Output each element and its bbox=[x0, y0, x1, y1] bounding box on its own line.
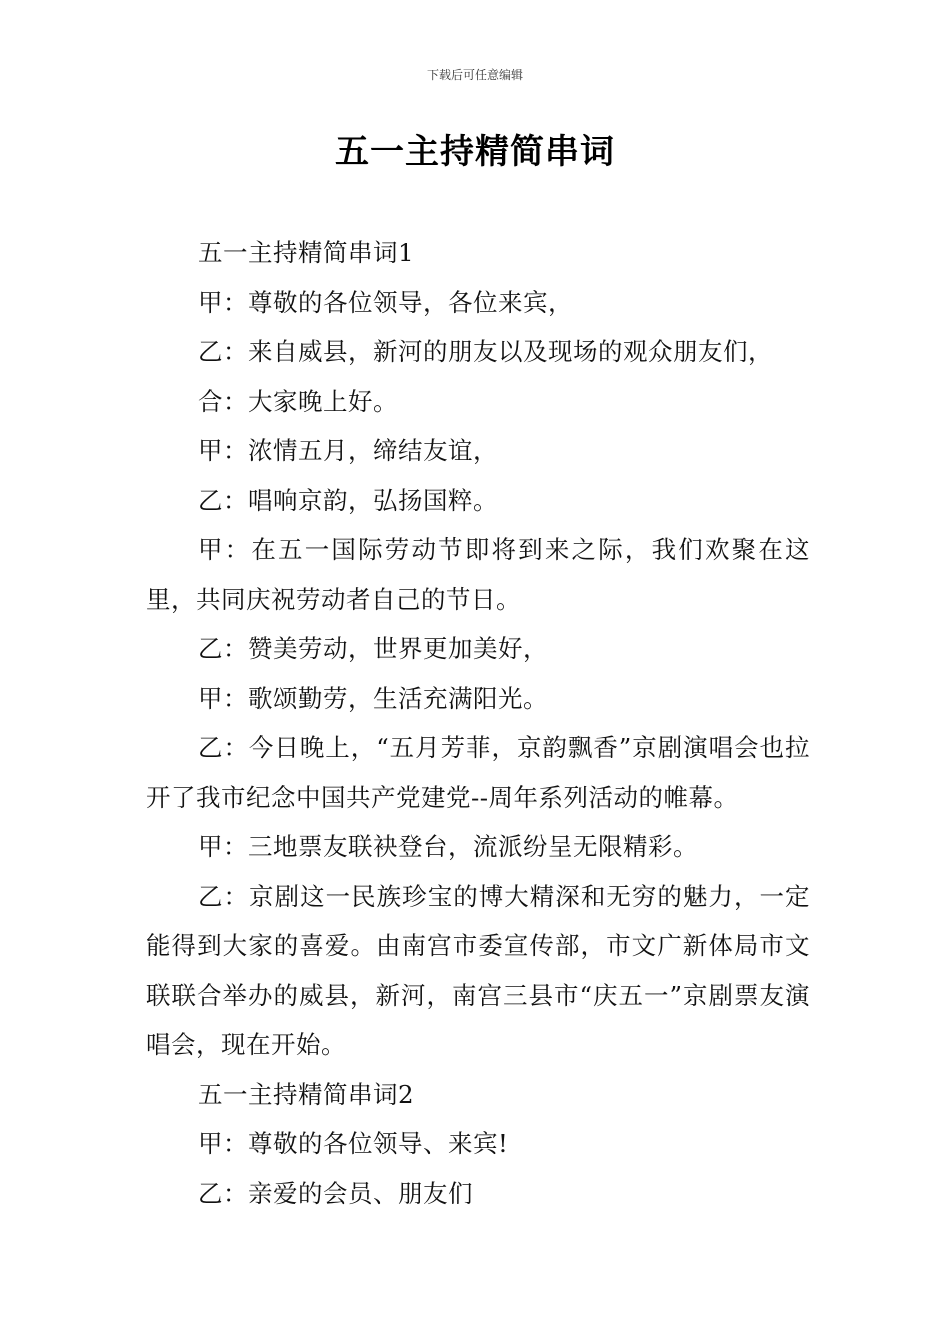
paragraph: 甲：尊敬的各位领导、来宾! bbox=[198, 1129, 509, 1158]
paragraph-section-heading-1: 五一主持精简串词1 bbox=[198, 238, 415, 267]
paragraph: 甲：在五一国际劳动节即将到来之际，我们欢聚在这里，共同庆祝劳动者自己的节日。 bbox=[146, 535, 810, 614]
paragraph: 乙：赞美劳动，世界更加美好， bbox=[198, 634, 548, 663]
paragraph: 乙：来自威县，新河的朋友以及现场的观众朋友们， bbox=[198, 337, 773, 366]
paragraph: 甲：歌颂勤劳，生活充满阳光。 bbox=[198, 683, 548, 713]
document-title: 五一主持精简串词 bbox=[335, 132, 615, 172]
paragraph: 乙：亲爱的会员、朋友们 bbox=[198, 1178, 473, 1208]
paragraph-section-heading-2: 五一主持精简串词2 bbox=[198, 1079, 415, 1109]
paragraph: 甲：尊敬的各位领导，各位来宾， bbox=[198, 287, 573, 317]
paragraph: 乙：京剧这一民族珍宝的博大精深和无穷的魅力，一定能得到大家的喜爱。由南宫市委宣传部，市文广新体局市文联联合举办的威县，新河，南宫三县市“庆五一”京剧票友演唱会，现在开始。 bbox=[146, 881, 810, 1059]
paragraph: 合：大家晚上好。 bbox=[198, 386, 398, 416]
document-body bbox=[146, 228, 810, 1218]
paragraph: 乙：唱响京韵，弘扬国粹。 bbox=[198, 485, 498, 515]
paragraph: 甲：三地票友联袂登台，流派纷呈无限精彩。 bbox=[198, 832, 698, 861]
paragraph: 甲：浓情五月，缔结友谊， bbox=[198, 436, 498, 465]
header-note: 下载后可任意编辑 bbox=[426, 68, 523, 82]
paragraph: 乙：今日晚上，“五月芳菲，京韵飘香”京剧演唱会也拉开了我市纪念中国共产党建党--周年系列活动的帷幕。 bbox=[146, 733, 810, 812]
